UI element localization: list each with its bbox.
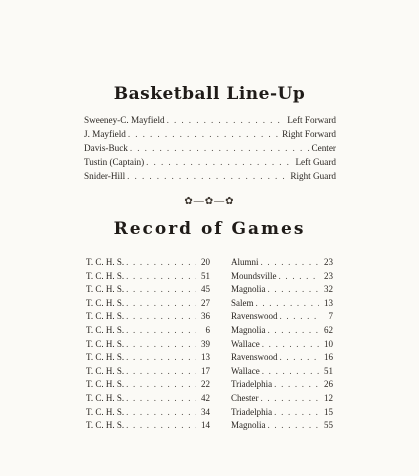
team-name: T. C. H. S. [86, 420, 125, 431]
player-position: Left Forward [287, 115, 336, 125]
score-value: 62 [324, 324, 333, 335]
team-name: T. C. H. S. [86, 270, 125, 281]
team-name: T. C. H. S. [86, 324, 125, 335]
game-row-opponent [231, 257, 333, 271]
game-row-opponent [231, 352, 333, 366]
score-value: 22 [201, 379, 210, 390]
score-value: 42 [201, 392, 210, 403]
leader-dots [268, 284, 320, 294]
leader-dots [128, 129, 280, 139]
team-name: Magnolia [231, 420, 266, 431]
team-name: Wallace [231, 338, 260, 349]
player-position: Right Guard [290, 171, 336, 181]
team-name: T. C. H. S. [86, 338, 125, 349]
game-row-opponent [231, 420, 333, 434]
games-opponent-column [231, 257, 333, 434]
game-row-opponent [231, 366, 333, 380]
game-row-team [86, 311, 210, 325]
game-row-opponent [231, 407, 333, 421]
score-value: 45 [201, 284, 210, 295]
game-row-team [86, 352, 210, 366]
game-row-opponent [231, 271, 333, 285]
team-name: T. C. H. S. [86, 352, 125, 363]
lineup-row [84, 157, 336, 171]
team-name: Triadelphia [231, 406, 273, 417]
section-divider-ornament: ✿—✿—✿ [184, 196, 235, 207]
team-name: Moundsville [231, 270, 277, 281]
game-row-opponent [231, 298, 333, 312]
leader-dots [126, 298, 196, 308]
team-name: Salem [231, 297, 254, 308]
leader-dots [146, 157, 293, 167]
player-name: Tustin (Captain) [84, 157, 145, 167]
team-name: T. C. H. S. [86, 297, 125, 308]
team-name: Chester [231, 392, 259, 403]
leader-dots [126, 257, 196, 267]
score-value: 12 [324, 392, 333, 403]
game-row-opponent [231, 325, 333, 339]
game-row-team [86, 284, 210, 298]
leader-dots [262, 366, 319, 376]
score-value: 23 [324, 270, 333, 281]
score-value: 39 [201, 338, 210, 349]
score-value: 26 [324, 379, 333, 390]
leader-dots [268, 325, 320, 335]
leader-dots [126, 366, 196, 376]
games-title: Record of Games [113, 219, 306, 239]
leader-dots [126, 352, 196, 362]
leader-dots [274, 407, 319, 417]
leader-dots [126, 311, 196, 321]
score-value: 32 [324, 284, 333, 295]
leader-dots [126, 325, 196, 335]
score-value: 17 [201, 365, 210, 376]
score-value: 51 [324, 365, 333, 376]
leader-dots [126, 407, 196, 417]
leader-dots [126, 284, 196, 294]
leader-dots [126, 271, 196, 281]
player-name: Sweeney-C. Mayfield [84, 115, 165, 125]
game-row-team [86, 366, 210, 380]
score-value: 13 [324, 297, 333, 308]
game-row-team [86, 257, 210, 271]
score-value: 27 [201, 297, 210, 308]
score-value: 6 [205, 324, 210, 335]
games-team-column [86, 257, 210, 434]
score-value: 15 [324, 406, 333, 417]
score-value: 34 [201, 406, 210, 417]
leader-dots [280, 311, 320, 321]
game-row-team [86, 393, 210, 407]
leader-dots [274, 379, 319, 389]
team-name: Wallace [231, 365, 260, 376]
team-name: Ravenswood [231, 311, 278, 322]
leader-dots [261, 393, 320, 403]
score-value: 20 [201, 257, 210, 267]
leader-dots [256, 298, 320, 308]
game-row-team [86, 420, 210, 434]
team-name: T. C. H. S. [86, 311, 125, 322]
team-name: T. C. H. S. [86, 392, 125, 403]
score-value: 51 [201, 270, 210, 281]
leader-dots [262, 339, 319, 349]
leader-dots [127, 171, 288, 181]
team-name: T. C. H. S. [86, 257, 125, 267]
player-name: J. Mayfield [84, 129, 126, 139]
team-name: Magnolia [231, 324, 266, 335]
player-position: Left Guard [295, 157, 336, 167]
team-name: Triadelphia [231, 379, 273, 390]
team-name: Magnolia [231, 284, 266, 295]
game-row-team [86, 407, 210, 421]
player-position: Center [311, 143, 336, 153]
game-row-opponent [231, 379, 333, 393]
lineup-row [84, 115, 336, 129]
leader-dots [280, 352, 320, 362]
leader-dots [268, 420, 320, 430]
team-name: Alumni [231, 257, 259, 267]
score-value: 14 [201, 420, 210, 431]
leader-dots [130, 143, 310, 153]
leader-dots [279, 271, 319, 281]
score-value: 23 [324, 257, 333, 267]
lineup-row [84, 143, 336, 157]
lineup-title: Basketball Line-Up [113, 84, 306, 104]
player-name: Snider-Hill [84, 171, 126, 181]
score-value: 13 [201, 352, 210, 363]
player-name: Davis-Buck [84, 143, 128, 153]
leader-dots [126, 339, 196, 349]
leader-dots [126, 420, 196, 430]
score-value: 36 [201, 311, 210, 322]
game-row-opponent [231, 284, 333, 298]
player-position: Right Forward [282, 129, 336, 139]
leader-dots [126, 393, 196, 403]
leader-dots [261, 257, 319, 267]
game-row-opponent [231, 339, 333, 353]
game-row-opponent [231, 311, 333, 325]
lineup-list [84, 115, 336, 185]
team-name: T. C. H. S. [86, 284, 125, 295]
game-row-team [86, 339, 210, 353]
leader-dots [167, 115, 286, 125]
game-row-team [86, 379, 210, 393]
score-value: 10 [324, 338, 333, 349]
team-name: T. C. H. S. [86, 379, 125, 390]
score-value: 55 [324, 420, 333, 431]
lineup-row [84, 171, 336, 185]
score-value: 7 [328, 311, 333, 322]
lineup-row [84, 129, 336, 143]
score-value: 16 [324, 352, 333, 363]
game-row-team [86, 325, 210, 339]
game-row-team [86, 271, 210, 285]
game-row-opponent [231, 393, 333, 407]
team-name: T. C. H. S. [86, 365, 125, 376]
leader-dots [126, 379, 196, 389]
team-name: Ravenswood [231, 352, 278, 363]
team-name: T. C. H. S. [86, 406, 125, 417]
game-row-team [86, 298, 210, 312]
